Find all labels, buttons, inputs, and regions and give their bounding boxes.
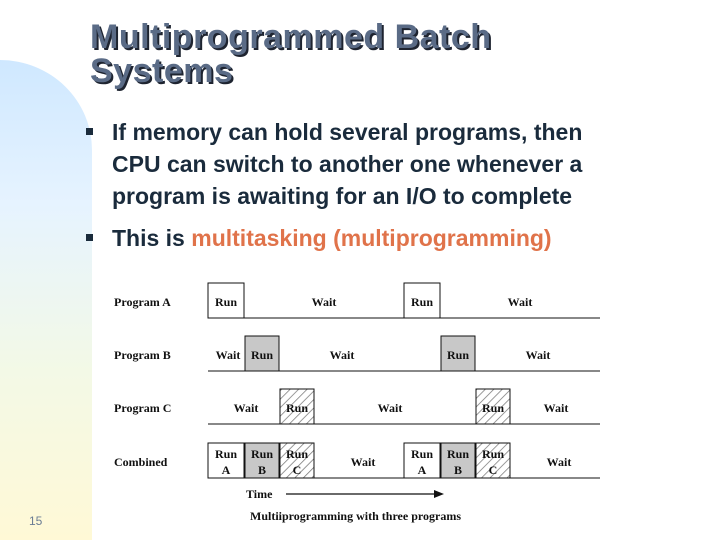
bullet-1-line-3: program is awaiting for an I/O to complete <box>112 183 573 209</box>
block-label: Run C <box>481 447 505 477</box>
block-label: Wait <box>233 401 259 415</box>
bullet-1-line-1: If memory can hold several programs, then <box>112 119 583 145</box>
title-line-2: Systems <box>90 52 234 90</box>
slide-number: 15 <box>29 514 43 528</box>
time-axis-label: Time <box>246 487 273 501</box>
block-label: Wait <box>311 295 337 309</box>
row-label-program-c: Program C <box>114 401 172 415</box>
title-line-1: Multiprogrammed Batch <box>90 18 492 56</box>
bullet-1-line-2: CPU can switch to another one whenever a <box>112 151 583 177</box>
block-label: Run <box>250 348 274 362</box>
block-label: Run A <box>214 447 238 477</box>
row-label-combined: Combined <box>114 455 168 469</box>
block-label: Run <box>410 295 434 309</box>
row-label-program-b: Program B <box>114 348 171 362</box>
block-label: Run C <box>285 447 309 477</box>
block-label: Run <box>481 401 505 415</box>
block-label: Run B <box>446 447 470 477</box>
row-label-program-a: Program A <box>114 295 171 309</box>
block-label: Wait <box>215 348 241 362</box>
bullet-2-prefix: This is <box>112 225 185 251</box>
block-label: Wait <box>329 348 355 362</box>
block-label: Wait <box>543 401 569 415</box>
block-label: Wait <box>525 348 551 362</box>
block-label: Wait <box>546 455 572 469</box>
block-label: Run B <box>250 447 274 477</box>
block-label: Wait <box>507 295 533 309</box>
bullet-2-highlight: multitasking (multiprogramming) <box>191 225 552 251</box>
block-label: Run <box>285 401 309 415</box>
block-label: Run A <box>410 447 434 477</box>
block-label: Wait <box>350 455 376 469</box>
block-label: Run <box>446 348 470 362</box>
block-label: Run <box>214 295 238 309</box>
diagram-caption: Multiiprogramming with three programs <box>250 509 461 523</box>
time-arrow-icon <box>434 490 444 498</box>
block-label: Wait <box>377 401 403 415</box>
